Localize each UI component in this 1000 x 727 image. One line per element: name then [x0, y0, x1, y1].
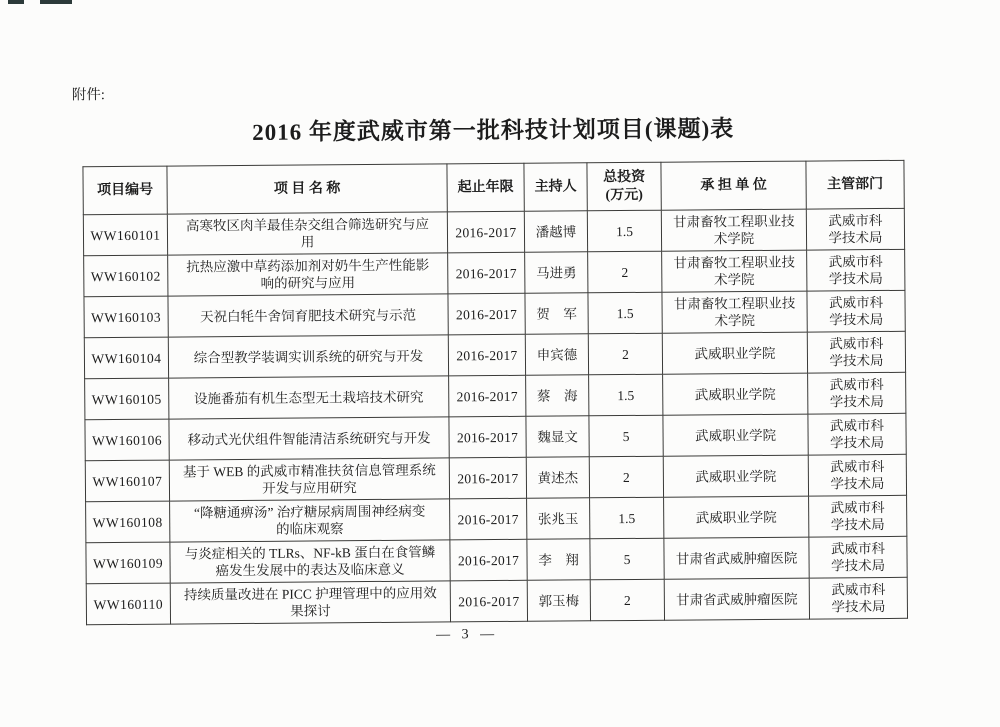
cell-department: 武威市科 学技术局: [808, 454, 906, 496]
cell-project-no: WW160110: [86, 583, 170, 625]
cell-leader: 张兆玉: [527, 498, 590, 539]
cell-years: 2016-2017: [450, 580, 527, 622]
cell-project-no: WW160105: [85, 378, 169, 420]
table-row: [86, 536, 907, 583]
cell-investment: 2: [588, 251, 662, 293]
cell-investment: 2: [589, 456, 663, 498]
cell-project-no: WW160102: [84, 255, 168, 297]
cell-unit: 武威职业学院: [664, 496, 809, 538]
cell-investment: 1.5: [590, 497, 664, 539]
table-row: [85, 372, 906, 419]
table-row: [86, 577, 907, 624]
cell-years: 2016-2017: [449, 416, 526, 458]
cell-unit: 甘肃畜牧工程职业技 术学院: [662, 291, 807, 333]
cell-project-name: 移动式光伏组件智能清洁系统研究与开发: [169, 417, 449, 460]
cell-project-name: 高寒牧区肉羊最佳杂交组合筛选研究与应 用: [167, 212, 447, 255]
cell-unit: 武威职业学院: [662, 332, 807, 374]
projects-table-header: [83, 160, 904, 214]
table-row: [84, 290, 905, 337]
page-title: 2016 年度武威市第一批科技计划项目(课题)表: [252, 116, 735, 145]
col-header-investment: 总投资 (万元): [587, 162, 661, 211]
table-row: [85, 413, 906, 460]
cell-project-no: WW160106: [85, 419, 169, 461]
cell-investment: 1.5: [588, 292, 662, 334]
cell-leader: 魏显文: [526, 416, 589, 457]
cell-department: 武威市科 学技术局: [809, 577, 907, 619]
col-header-project-no: 项目编号: [83, 166, 167, 215]
cell-leader: 郭玉梅: [527, 580, 590, 621]
cell-years: 2016-2017: [447, 211, 524, 253]
cell-department: 武威市科 学技术局: [807, 331, 905, 373]
cell-project-no: WW160104: [84, 337, 168, 379]
cell-project-no: WW160107: [85, 460, 169, 502]
cell-department: 武威市科 学技术局: [809, 495, 907, 537]
table-row: [85, 454, 906, 501]
cell-project-name: 与炎症相关的 TLRs、NF-kB 蛋白在食管鳞 癌发生发展中的表达及临床意义: [170, 540, 450, 583]
col-header-unit: 承 担 单 位: [661, 161, 806, 210]
cell-department: 武威市科 学技术局: [808, 413, 906, 455]
cell-unit: 武威职业学院: [663, 414, 808, 456]
cell-unit: 甘肃省武威肿瘤医院: [664, 578, 809, 620]
table-row: [84, 249, 905, 296]
projects-table-body: [83, 208, 907, 624]
cell-unit: 武威职业学院: [663, 455, 808, 497]
col-header-project-name: 项 目 名 称: [167, 164, 447, 214]
cell-leader: 申宾德: [525, 334, 588, 375]
cell-department: 武威市科 学技术局: [809, 536, 907, 578]
cell-project-name: “降糖通痹汤” 治疗糖尿病周围神经病变 的临床观察: [170, 499, 450, 542]
cell-project-name: 持续质量改进在 PICC 护理管理中的应用效 果探讨: [170, 581, 450, 624]
attachment-label: 附件:: [71, 87, 105, 104]
cell-unit: 甘肃畜牧工程职业技 术学院: [661, 209, 806, 251]
page-number: — 3 —: [436, 627, 499, 643]
cell-project-name: 设施番茄有机生态型无土栽培技术研究: [169, 376, 449, 419]
cell-unit: 武威职业学院: [663, 373, 808, 415]
cell-investment: 2: [588, 333, 662, 375]
cell-department: 武威市科 学技术局: [808, 372, 906, 414]
cell-leader: 贺 军: [525, 293, 588, 334]
table-row: [83, 208, 904, 255]
cell-years: 2016-2017: [449, 457, 526, 499]
cell-years: 2016-2017: [450, 539, 527, 581]
cell-project-name: 抗热应激中草药添加剂对奶牛生产性能影 响的研究与应用: [168, 253, 448, 296]
col-header-years: 起止年限: [447, 163, 524, 212]
cell-project-no: WW160108: [86, 501, 170, 543]
col-header-department: 主管部门: [806, 160, 904, 209]
cell-department: 武威市科 学技术局: [806, 208, 904, 250]
table-row: [84, 331, 905, 378]
cell-years: 2016-2017: [448, 293, 525, 335]
cell-leader: 蔡 海: [526, 375, 589, 416]
cell-project-name: 基于 WEB 的武威市精准扶贫信息管理系统 开发与应用研究: [169, 458, 449, 501]
cell-project-no: WW160109: [86, 542, 170, 584]
col-header-leader: 主持人: [524, 163, 587, 211]
cell-years: 2016-2017: [449, 375, 526, 417]
cell-investment: 5: [590, 538, 664, 580]
cell-leader: 黄述杰: [526, 457, 589, 498]
cell-years: 2016-2017: [450, 498, 527, 540]
cell-project-name: 综合型教学装调实训系统的研究与开发: [168, 335, 448, 378]
cell-investment: 2: [590, 579, 664, 621]
cell-department: 武威市科 学技术局: [807, 249, 905, 291]
cell-project-no: WW160101: [83, 214, 167, 256]
cell-investment: 1.5: [589, 374, 663, 416]
table-row: [86, 495, 907, 542]
cell-project-name: 天祝白牦牛舍饲育肥技术研究与示范: [168, 294, 448, 337]
cell-investment: 5: [589, 415, 663, 457]
cell-investment: 1.5: [587, 210, 661, 252]
cell-unit: 甘肃省武威肿瘤医院: [664, 537, 809, 579]
header-row: [83, 160, 904, 214]
cell-department: 武威市科 学技术局: [807, 290, 905, 332]
projects-table: [82, 160, 908, 625]
cell-unit: 甘肃畜牧工程职业技 术学院: [662, 250, 807, 292]
cell-leader: 马进勇: [525, 252, 588, 293]
cell-project-no: WW160103: [84, 296, 168, 338]
cell-years: 2016-2017: [448, 334, 525, 376]
cell-leader: 李 翔: [527, 539, 590, 580]
cell-leader: 潘越博: [524, 211, 587, 252]
cell-years: 2016-2017: [448, 252, 525, 294]
